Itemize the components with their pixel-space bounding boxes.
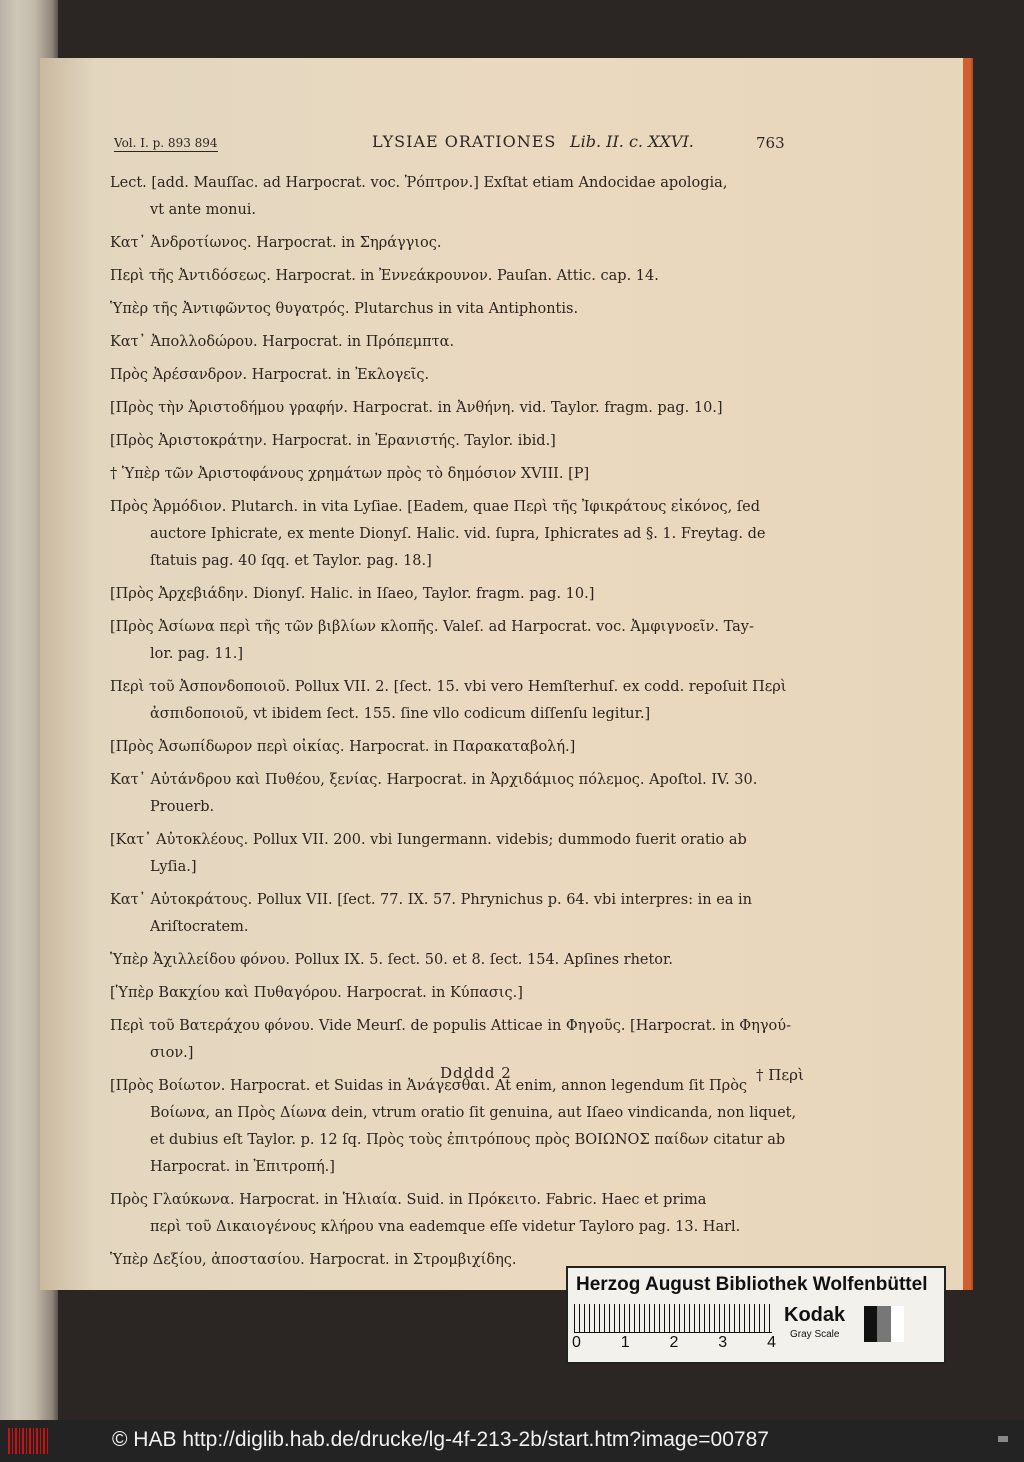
entry-first-line: [Πρὸς Ἀριστοκράτην. Harpocrat. in Ἐρανιστής. Taylor. ibid.] [110,433,556,449]
ruler-number: 3 [718,1334,728,1351]
menu-dots-icon[interactable] [998,1436,1008,1442]
entry-first-line: [Ὑπὲρ Βακχίου καὶ Πυθαγόρου. Harpocrat. in Κύπασις.] [110,985,523,1001]
header-title: LYSIAE ORATIONES [372,132,557,151]
entry-first-line: Κατ᾽ Ἀνδροτίωνος. Harpocrat. in Σηράγγιος. [110,235,442,251]
entry-first-line: Πρὸς Ἀρμόδιον. Plutarch. in vita Lyſiae. [Eadem, quae Περὶ τῆς Ἰφικράτους εἰκόνος, ſed [110,499,761,515]
entry-continuation: περὶ τοῦ Δικαιογένους κλήρου vna eademque eſſe videtur Tayloro pag. 13. Harl. [150,1219,741,1235]
oration-entry [110,170,810,224]
entry-continuation: Lyſia.] [150,859,197,875]
gray-swatches [864,1306,904,1342]
entry-first-line: Περὶ τοῦ Βατεράχου φόνου. Vide Meurſ. de populis Atticae in Φηγοῦς. [Harpocrat. in Φηγού- [110,1018,791,1034]
hab-barcode-icon [8,1428,48,1454]
oration-entry [110,767,810,821]
oration-entry [110,395,810,422]
viewer-bottom-bar [0,1420,1024,1462]
entry-continuation: Prouerb. [150,799,215,815]
library-color-card [566,1266,946,1364]
entry-first-line: Κατ᾽ Αὐτάνδρου καὶ Πυθέου, ξενίας. Harpocrat. in Ἀρχιδάμιος πόλεμος. Apoſtol. IV. 30. [110,772,758,788]
oration-entry [110,1187,810,1241]
running-header [114,132,814,156]
oration-entry [110,581,810,608]
entry-first-line: [Πρὸς Ἀσωπίδωρον περὶ οἰκίας. Harpocrat. in Παρακαταβολή.] [110,739,576,755]
oration-entry [110,1013,810,1067]
signature-mark: Ddddd 2 [440,1064,512,1082]
oration-entry [110,614,810,668]
catchword: † Περὶ [756,1066,804,1084]
oration-entry [110,674,810,728]
ruler-numbers [572,1334,776,1352]
oration-entry [110,296,810,323]
swatch-gray [877,1306,890,1342]
oration-entry [110,1073,810,1181]
entry-first-line: † Ὑπὲρ τῶν Ἀριστοφάνους χρημάτων πρὸς τὸ δημόσιον XVIII. [P] [110,466,590,482]
entry-first-line: Ὑπὲρ Δεξίου, ἀποστασίου. Harpocrat. in Στρομβιχίδης. [110,1252,517,1268]
oration-entry [110,947,810,974]
oration-entry [110,887,810,941]
oration-entry [110,362,810,389]
entry-first-line: Ὑπὲρ τῆς Ἀντιφῶντος θυγατρός. Plutarchus in vita Antiphontis. [110,301,579,317]
oration-entry [110,329,810,356]
entry-continuation: σιον.] [150,1045,194,1061]
entry-continuation: ἀσπιδοποιοῦ, vt ibidem ſect. 155. ſine vllo codicum diſſenſu legitur.] [150,706,651,722]
oration-entry [110,734,810,761]
ruler-number: 4 [767,1334,776,1351]
entry-continuation: lor. pag. 11.] [150,646,244,662]
oration-entry [110,263,810,290]
entry-first-line: Πρὸς Ἀρέσανδρον. Harpocrat. in Ἐκλογεῖς. [110,367,430,383]
entry-continuation: vt ante monui. [150,202,257,218]
swatch-white [891,1306,904,1342]
page-number: 763 [756,134,785,152]
oration-entry [110,494,810,575]
gray-scale-label: Gray Scale [790,1329,840,1340]
ruler-number: 2 [669,1334,679,1351]
oration-entry [110,230,810,257]
oration-entry [110,980,810,1007]
library-name: Herzog August Bibliothek Wolfenbüttel [576,1274,928,1295]
header-volume: Vol. I. p. 893 894 [114,136,218,150]
entry-first-line: [Πρὸς Βοίωτον. Harpocrat. et Suidas in Ἀνάγεσθαι. At enim, annon legendum ſit Πρὸς [110,1078,748,1094]
oration-list [110,170,810,1280]
header-book: Lib. II. c. XXVI. [570,132,694,151]
entry-first-line: Πρὸς Γλαύκωνα. Harpocrat. in Ἡλιαία. Suid. in Πρόκειτο. Fabric. Haec et prima [110,1192,707,1208]
entry-first-line: [Πρὸς Ἀρχεβιάδην. Dionyſ. Halic. in Iſaeo, Taylor. fragm. pag. 10.] [110,586,595,602]
swatch-black [864,1306,877,1342]
entry-first-line: Κατ᾽ Αὐτοκράτους. Pollux VII. [ſect. 77. IX. 57. Phrynichus p. 64. vbi interpres: in ea in [110,892,753,908]
kodak-logo: Kodak [784,1304,846,1326]
oration-entry [110,428,810,455]
entry-first-line: Κατ᾽ Ἀπολλοδώρου. Harpocrat. in Πρόπεμπτα. [110,334,455,350]
scale-ruler [574,1304,772,1333]
copyright-link[interactable]: © HAB http://diglib.hab.de/drucke/lg-4f-213-2b/start.htm?image=00787 [112,1428,769,1451]
entry-first-line: [Κατ᾽ Αὐτοκλέους. Pollux VII. 200. vbi Iungermann. videbis; dummodo fuerit oratio ab [110,832,747,848]
entry-continuation: Ariſtocratem. [150,919,249,935]
entry-first-line: Περὶ τοῦ Ἀσπονδοποιοῦ. Pollux VII. 2. [ſect. 15. vbi vero Hemſterhuſ. ex codd. repoſuit Περὶ [110,679,787,695]
oration-entry [110,827,810,881]
entry-continuation: Βοίωνα, an Πρὸς Δίωνα dein, vtrum oratio ſit genuina, aut Iſaeo vindicanda, non liquet, et dubius eſt Taylor. p. 12 ſq. Πρὸς τοὺς ἐπιτρόπους πρὸς ΒΟΙΩΝΟΣ παίδων citatur ab Harpocrat. in Ἐπιτροπή.] [150,1105,797,1175]
entry-first-line: [Πρὸς Ἀσίωνα περὶ τῆς τῶν βιβλίων κλοπῆς. Valeſ. ad Harpocrat. voc. Ἀμφιγνοεῖν. Tay- [110,619,754,635]
entry-first-line: [Πρὸς τὴν Ἀριστοδήμου γραφήν. Harpocrat. in Ἀνθήνη. vid. Taylor. fragm. pag. 10.] [110,400,723,416]
ruler-number: 0 [572,1334,581,1351]
entry-first-line: Lect. [add. Mauſſac. ad Harpocrat. voc. Ῥόπτρον.] Exſtat etiam Andocidae apologia, [110,175,728,191]
entry-first-line: Περὶ τῆς Ἀντιδόσεως. Harpocrat. in Ἐννεάκρουνον. Pauſan. Attic. cap. 14. [110,268,659,284]
oration-entry [110,461,810,488]
ruler-number: 1 [620,1334,630,1351]
entry-first-line: Ὑπὲρ Ἀχιλλείδου φόνου. Pollux IX. 5. ſect. 50. et 8. ſect. 154. Apſines rhetor. [110,952,673,968]
entry-continuation: auctore Iphicrate, ex mente Dionyſ. Halic. vid. ſupra, Iphicrates ad §. 1. Freytag. de ſtatuis pag. 40 ſqq. et Taylor. pag. 18.] [150,526,766,569]
